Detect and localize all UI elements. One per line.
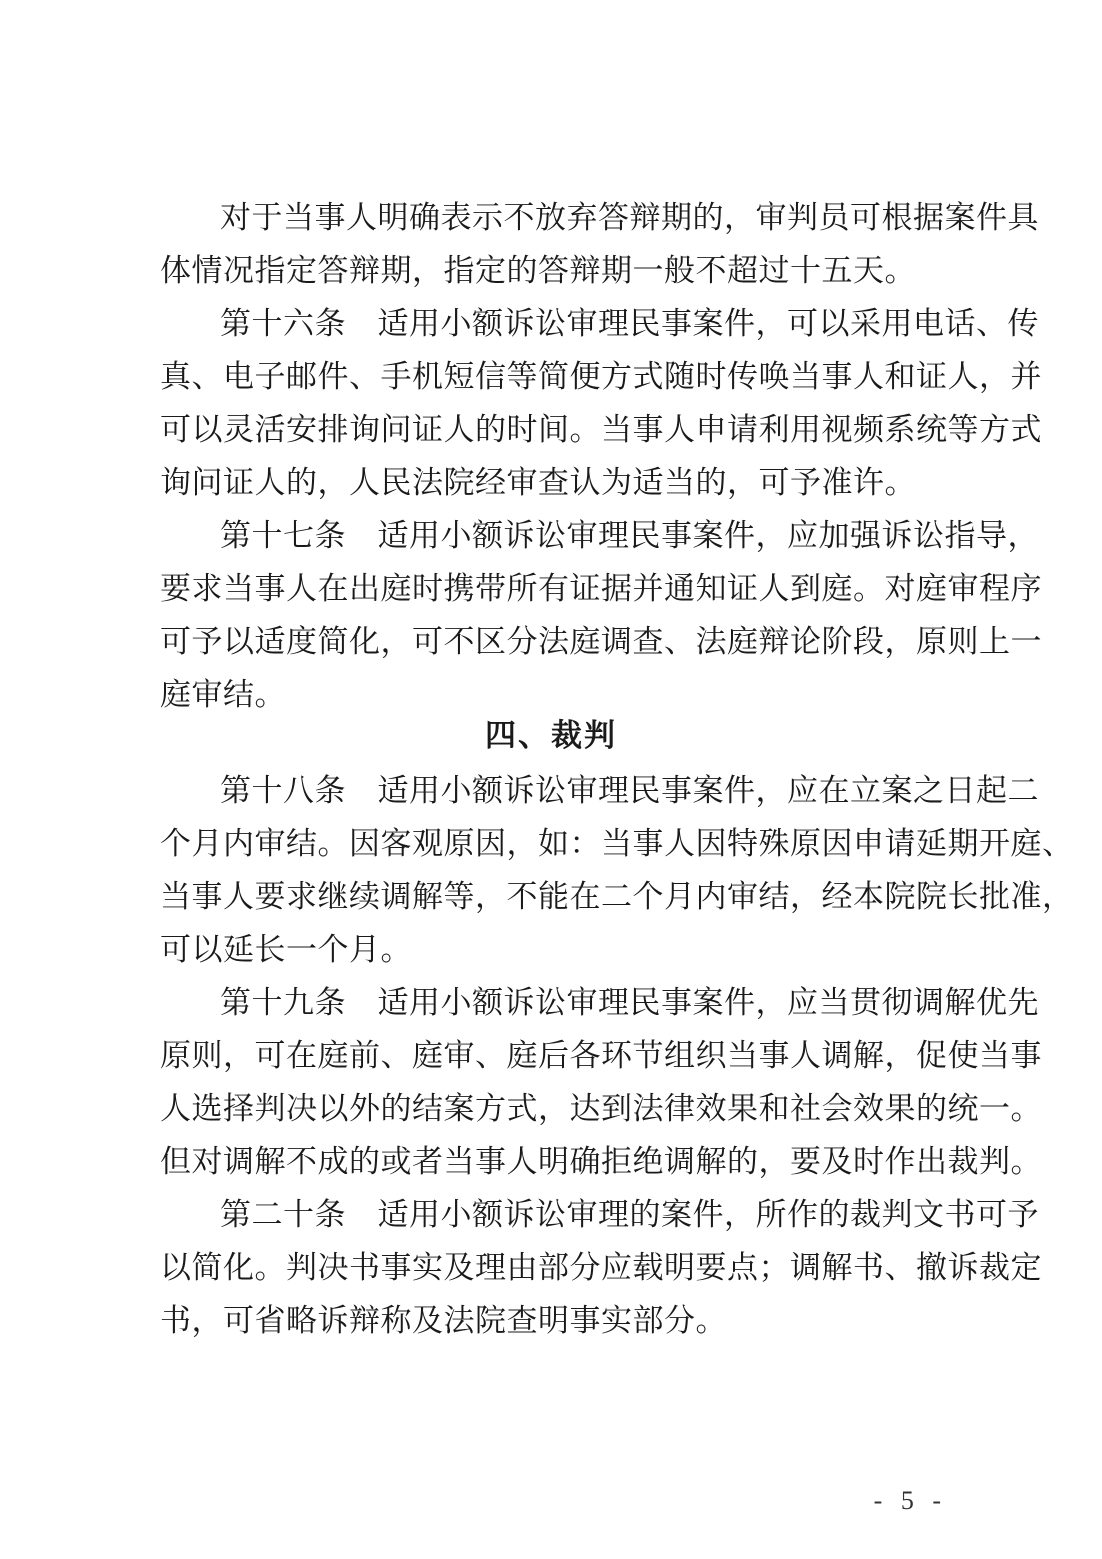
- paragraph-line: 对于当事人明确表示不放弃答辩期的，审判员可根据案件具: [220, 200, 1039, 236]
- page-number: - 5 -: [873, 1486, 947, 1515]
- article-18-line: 个月内审结。因客观原因，如：当事人因特殊原因申请延期开庭、: [160, 826, 1074, 862]
- article-16-line: 可以灵活安排询问证人的时间。当事人申请利用视频系统等方式: [160, 412, 1042, 448]
- article-16-line: 询问证人的，人民法院经审查认为适当的，可予准许。: [160, 465, 916, 501]
- article-16-line: 第十六条 适用小额诉讼审理民事案件，可以采用电话、传: [220, 306, 1039, 342]
- article-20-line: 第二十条 适用小额诉讼审理的案件，所作的裁判文书可予: [220, 1197, 1039, 1233]
- article-17-line: 要求当事人在出庭时携带所有证据并通知证人到庭。对庭审程序: [160, 571, 1042, 607]
- article-17-line: 庭审结。: [160, 677, 286, 713]
- article-19-line: 但对调解不成的或者当事人明确拒绝调解的，要及时作出裁判。: [160, 1144, 1042, 1180]
- section-heading: 四、裁判: [485, 718, 617, 754]
- article-19-line: 人选择判决以外的结案方式，达到法律效果和社会效果的统一。: [160, 1091, 1042, 1127]
- article-19-line: 原则，可在庭前、庭审、庭后各环节组织当事人调解，促使当事: [160, 1038, 1042, 1074]
- article-18-line: 第十八条 适用小额诉讼审理民事案件，应在立案之日起二: [220, 773, 1039, 809]
- article-18-line: 当事人要求继续调解等，不能在二个月内审结，经本院院长批准，: [160, 879, 1074, 915]
- article-16-line: 真、电子邮件、手机短信等简便方式随时传唤当事人和证人，并: [160, 359, 1042, 395]
- article-19-line: 第十九条 适用小额诉讼审理民事案件，应当贯彻调解优先: [220, 985, 1039, 1021]
- article-17-line: 可予以适度简化，可不区分法庭调查、法庭辩论阶段，原则上一: [160, 624, 1042, 660]
- article-18-line: 可以延长一个月。: [160, 932, 412, 968]
- article-17-line: 第十七条 适用小额诉讼审理民事案件，应加强诉讼指导，: [220, 518, 1039, 554]
- paragraph-line: 体情况指定答辩期，指定的答辩期一般不超过十五天。: [160, 253, 916, 289]
- article-20-line: 以简化。判决书事实及理由部分应载明要点；调解书、撤诉裁定: [160, 1250, 1042, 1286]
- article-20-line: 书，可省略诉辩称及法院查明事实部分。: [160, 1303, 727, 1339]
